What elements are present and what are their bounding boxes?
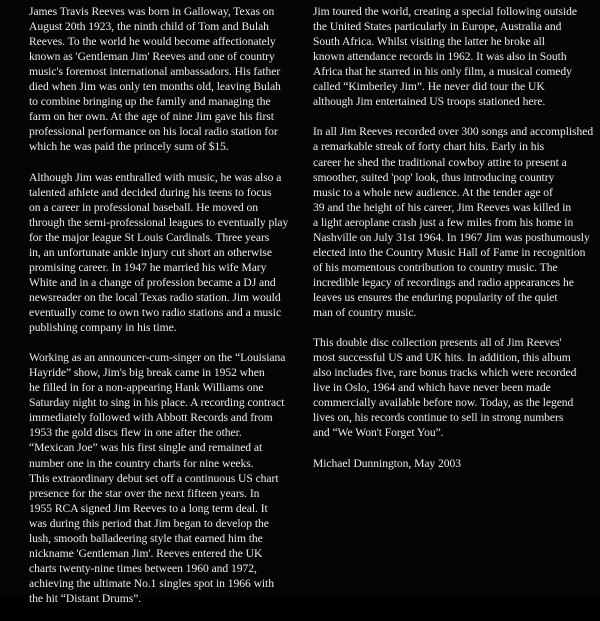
text-line: Saturday night to sing in his place. A recording contract	[29, 396, 285, 410]
text-line: most successful US and UK hits. In addition, this album	[313, 351, 571, 365]
text-line: man of country music.	[313, 305, 417, 319]
text-line: music's foremost international ambassadors. His father	[29, 65, 281, 79]
text-line: farm on her own. At the age of nine Jim gave his first	[29, 110, 274, 124]
text-line: lush, smooth balladeering style that earned him the	[29, 531, 263, 545]
text-line: presence for the star over the next fifteen years. In	[29, 486, 260, 500]
right-column-paragraph	[313, 4, 579, 109]
text-line: achieving the ultimate No.1 singles spot in 1966 with	[29, 576, 274, 590]
text-line: and “We Won't Forget You”.	[313, 426, 444, 440]
text-line: number one in the country charts for nine weeks.	[29, 456, 254, 470]
text-line: newsreader on the local Texas radio station. Jim would	[29, 290, 281, 304]
text-line: 1953 the gold discs flew in one after the other.	[29, 426, 242, 440]
text-line: promising career. In 1947 he married his wife Mary	[29, 260, 267, 274]
text-line: elected into the Country Music Hall of Fame in recognition	[313, 245, 586, 259]
text-line: live in Oslo, 1964 and which have never been made	[313, 381, 551, 395]
text-line: a remarkable streak of forty chart hits. Early in his	[313, 140, 545, 154]
text-line: although Jim entertained US troops stationed here.	[313, 95, 546, 109]
text-line: Jim toured the world, creating a special following outside	[313, 5, 578, 18]
text-line: In all Jim Reeves recorded over 300 songs and accomplished	[313, 125, 594, 139]
text-line: nickname 'Gentleman Jim'. Reeves entered the UK	[29, 546, 263, 560]
text-line: career he shed the traditional cowboy attire to present a	[313, 155, 567, 169]
right-column-paragraph	[313, 335, 579, 440]
text-line: called “Kimberley Jim”. He never did tour the UK	[313, 80, 545, 94]
text-line: in, an unfortunate ankle injury cut short an otherwise	[29, 245, 272, 259]
text-line: James Travis Reeves was born in Galloway, Texas on	[29, 5, 275, 18]
text-line: through the semi-professional leagues to eventually play	[29, 215, 289, 229]
text-line: immediately followed with Abbott Records and from	[29, 411, 273, 425]
left-column	[29, 4, 295, 621]
right-column	[313, 4, 594, 486]
text-line: known attendance records in 1962. It was also in South	[313, 50, 567, 64]
text-line: incredible legacy of recordings and radio appearances he	[313, 275, 574, 289]
text-line: music to a whole new audience. At the tender age of	[313, 185, 553, 199]
left-column-paragraph	[29, 170, 295, 336]
text-line: commercially available before now. Today, as the legend	[313, 396, 574, 410]
text-line: White and in a change of profession became a DJ and	[29, 275, 276, 289]
text-line: Hayride” show, Jim's big break came in 1952 when	[29, 366, 265, 380]
text-line: “Mexican Joe” was his first single and remained at	[29, 441, 263, 455]
text-line: eventually come to own two radio stations and a music	[29, 305, 282, 319]
text-line: a light aeroplane crash just a few miles from his home in	[313, 215, 574, 229]
text-line: was during this period that Jim began to develop the	[29, 516, 269, 530]
text-line: Reeves. To the world he would become affectionately	[29, 35, 276, 49]
text-line: publishing company in his time.	[29, 321, 177, 335]
text-line: the United States particularly in Europe, Australia and	[313, 20, 562, 34]
text-line: Michael Dunnington, May 2003	[313, 456, 462, 470]
text-line: This extraordinary debut set off a continuous US chart	[29, 471, 279, 485]
text-line: also includes five, rare bonus tracks which were recorded	[313, 366, 577, 380]
text-line: he filled in for a non-appearing Hank Williams one	[29, 381, 264, 395]
left-column-paragraph	[29, 4, 295, 154]
text-line: known as 'Gentleman Jim' Reeves and one of country	[29, 50, 275, 64]
text-line: This double disc collection presents all of Jim Reeves'	[313, 336, 562, 350]
text-line: on a career in professional baseball. He moved on	[29, 200, 259, 214]
text-line: Although Jim was enthralled with music, he was also a	[29, 170, 282, 184]
text-line: lives on, his records continue to sell in strong numbers	[313, 411, 564, 425]
text-line: of his momentous contribution to country music. The	[313, 260, 558, 274]
text-line: which he was paid the princely sum of $15.	[29, 140, 229, 154]
text-line: to combine bringing up the family and managing the	[29, 95, 271, 109]
text-line: talented athlete and decided during his teens to focus	[29, 185, 272, 199]
text-line: leaves us ensures the enduring popularity of the quiet	[313, 290, 558, 304]
right-column-paragraph	[313, 124, 594, 320]
text-line: professional performance on his local radio station for	[29, 125, 278, 139]
left-column-paragraph	[29, 350, 295, 606]
text-line: smoother, suited 'pop' look, thus introducing country	[313, 170, 555, 184]
text-line: for the major league St Louis Cardinals. Three years	[29, 230, 270, 244]
text-line: died when Jim was only ten months old, leaving Bulah	[29, 80, 281, 94]
text-line: Nashville on July 31st 1964. In 1967 Jim was posthumously	[313, 230, 590, 244]
text-line: 1955 RCA signed Jim Reeves to a long term deal. It	[29, 501, 268, 515]
text-line: the hit “Distant Drums”.	[29, 591, 142, 605]
text-line: 39 and the height of his career, Jim Reeves was killed in	[313, 200, 572, 214]
text-line: charts twenty-nine times between 1960 and 1972,	[29, 561, 257, 575]
text-line: Working as an announcer-cum-singer on the “Louisiana	[29, 351, 286, 365]
text-line: South Africa. Whilst visiting the latter he broke all	[313, 35, 545, 49]
right-column-paragraph	[313, 456, 579, 471]
text-line: Africa that he starred in his only film, a musical comedy	[313, 65, 572, 79]
text-line: August 20th 1923, the ninth child of Tom and Bulah	[29, 20, 269, 34]
